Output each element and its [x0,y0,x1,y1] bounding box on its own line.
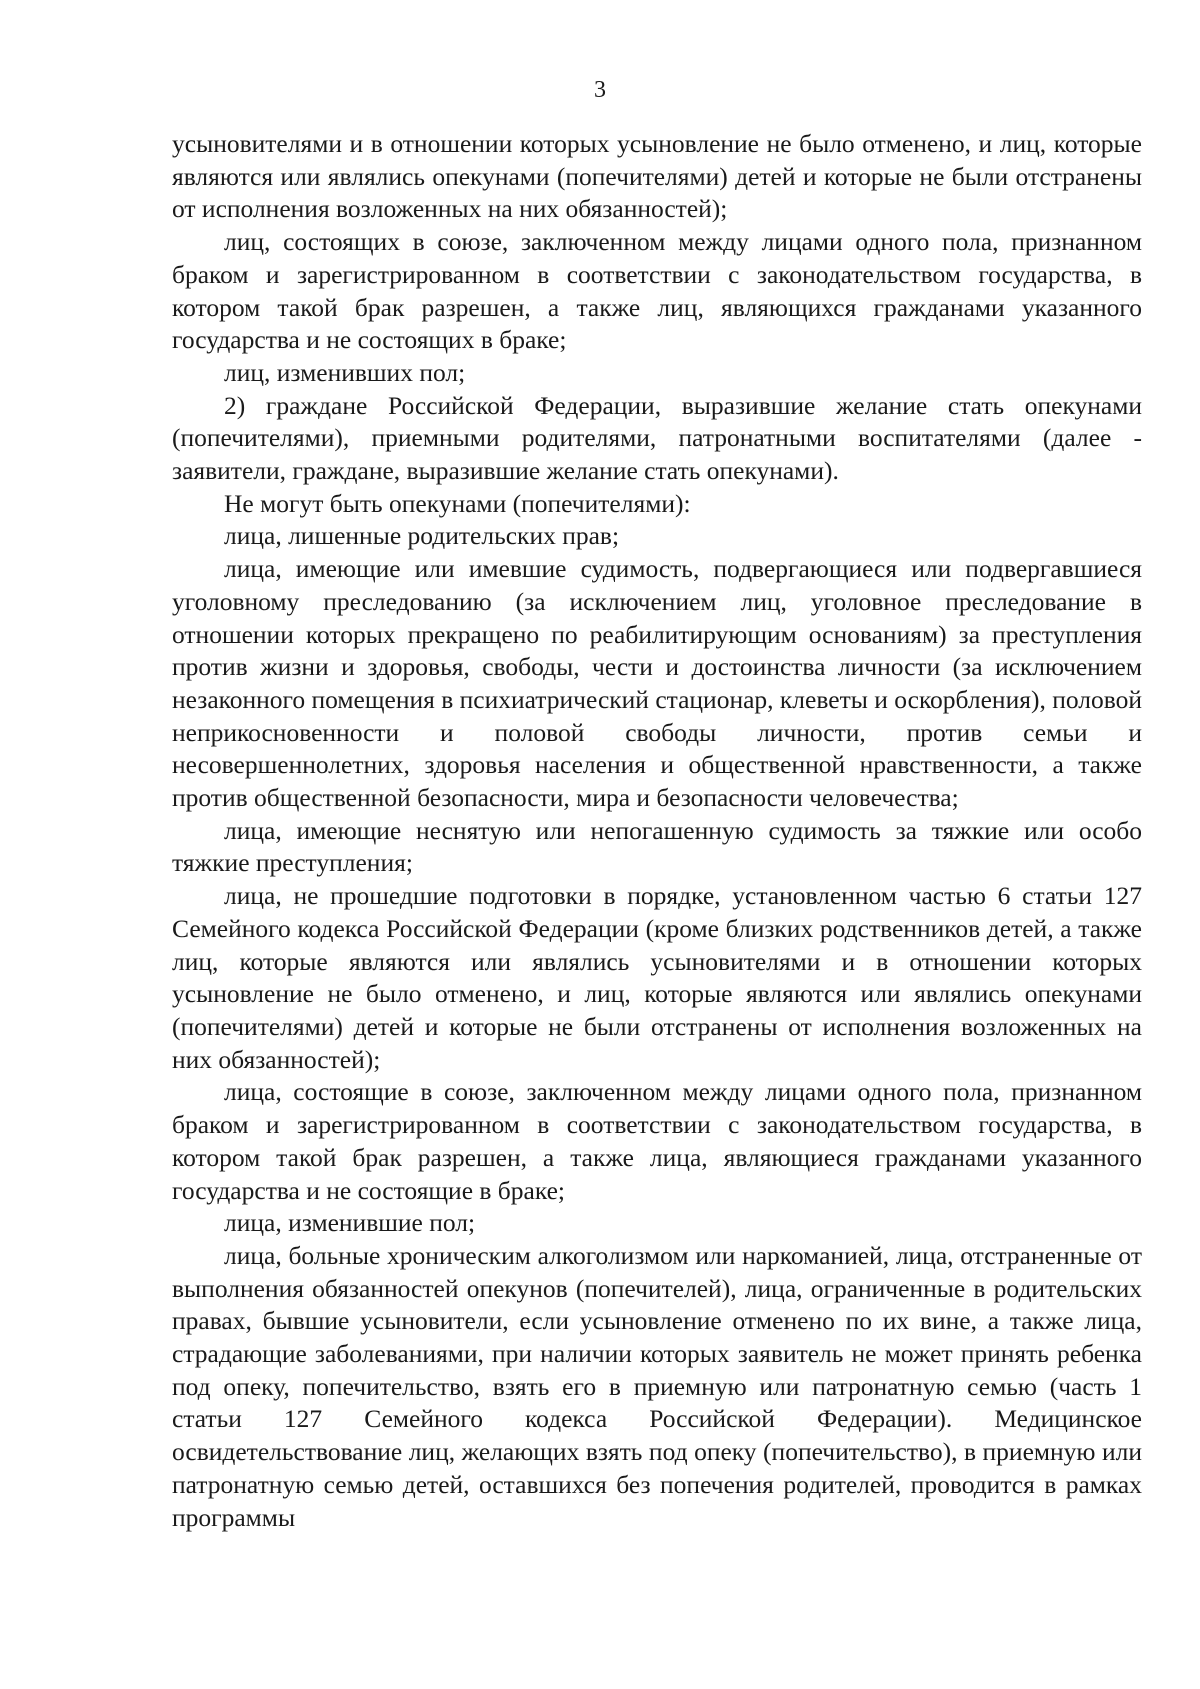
paragraph: лиц, изменивших пол; [224,357,466,387]
paragraph: лица, имеющие или имевшие судимость, подвергающиеся или подвергавшиеся уголовному преследованию (за исключением лиц, уголовное преследование в отношении которых прекращено по реабилитирующим основаниям) за преступления против жизни и здоровья, свободы, чести и достоинства личности (за исключением незаконного помещения в психиатрический стационар, клеветы и оскорбления), половой неприкосновенности и половой свободы личности, против семьи и несовершеннолетних, здоровья населения и общественной нравственности, а также против общественной безопасности, мира и безопасности человечества; [172,554,1142,813]
paragraph: лица, имеющие неснятую или непогашенную судимость за тяжкие или особо тяжкие преступления; [172,815,1142,878]
paragraph: лица, состоящие в союзе, заключенном между лицами одного пола, признанном браком и зарегистрированном в соответствии с законодательством государства, в котором такой брак разрешен, а также лица, являющиеся гражданами указанного государства и не состоящие в браке; [172,1077,1142,1205]
paragraph-continuation: усыновителями и в отношении которых усыновление не было отменено, и лиц, которые являются или являлись опекунами (попечителями) детей и которые не были отстранены от исполнения возложенных на них обязанностей); [172,129,1142,224]
paragraph: Не могут быть опекунами (попечителями): [224,488,691,518]
paragraph: 2) граждане Российской Федерации, выразившие желание стать опекунами (попечителями), приемными родителями, патронатными воспитателями (далее - заявители, граждане, выразившие желание стать опекунами). [172,390,1142,486]
document-body [172,128,1142,1534]
paragraph: лиц, состоящих в союзе, заключенном между лицами одного пола, признанном браком и зарегистрированном в соответствии с законодательством государства, в котором такой брак разрешен, а также лиц, являющихся гражданами указанного государства и не состоящих в браке; [172,227,1142,355]
paragraph: лица, больные хроническим алкоголизмом или наркоманией, лица, отстраненные от выполнения обязанностей опекунов (попечителей), лица, ограниченные в родительских правах, бывшие усыновители, если усыновление отменено по их вине, а также лица, страдающие заболеваниями, при наличии которых заявитель не может принять ребенка под опеку, попечительство, взять его в приемную или патронатную семью (часть 1 статьи 127 Семейного кодекса Российской Федерации). Медицинское освидетельствование лиц, желающих взять под опеку (попечительство), в приемную или патронатную семью детей, оставшихся без попечения родителей, проводится в рамках программы [172,1240,1142,1532]
paragraph: лица, не прошедшие подготовки в порядке, установленном частью 6 статьи 127 Семейного кодекса Российской Федерации (кроме близких родственников детей, а также лиц, которые являются или являлись усыновителями и в отношении которых усыновление не было отменено, и лиц, которые являются или являлись опекунами (попечителями) детей и которые не были отстранены от исполнения возложенных на них обязанностей); [172,881,1142,1074]
paragraph: лица, изменившие пол; [224,1208,476,1238]
page-number: 3 [594,77,606,103]
paragraph: лица, лишенные родительских прав; [224,521,620,551]
